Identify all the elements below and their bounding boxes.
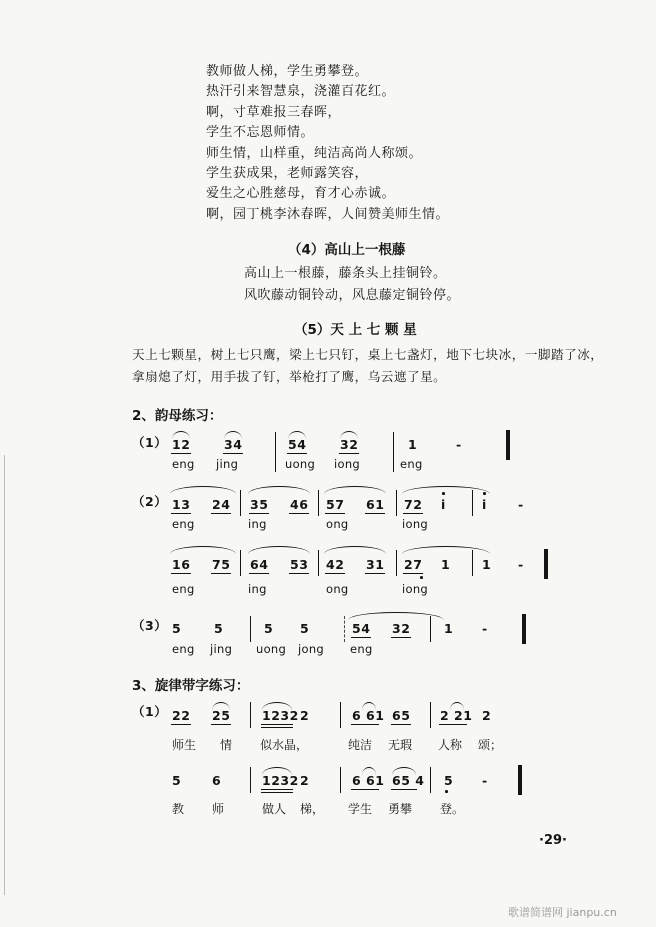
syllable: iong bbox=[402, 517, 429, 531]
slur bbox=[402, 546, 490, 554]
note: 2 bbox=[300, 708, 310, 723]
underline bbox=[223, 453, 243, 454]
row-label: （1） bbox=[132, 704, 168, 719]
note: 1 bbox=[444, 621, 454, 636]
underline bbox=[351, 789, 379, 790]
row-label: （3） bbox=[132, 618, 168, 633]
barline bbox=[240, 490, 241, 516]
note-group: 32 bbox=[340, 437, 359, 452]
section5-title: （5）天 上 七 颗 星 bbox=[294, 322, 417, 338]
slur bbox=[450, 702, 464, 710]
syllable: eng bbox=[172, 457, 195, 471]
note-group: 31 bbox=[366, 557, 385, 572]
syllable: jing bbox=[210, 642, 233, 656]
poem-line: 啊，园丁桃李沐春晖，人间赞美师生情。 bbox=[206, 206, 450, 222]
barline bbox=[318, 490, 319, 516]
note-group: 34 bbox=[224, 437, 243, 452]
note-group: 6 61 bbox=[352, 708, 385, 723]
note: 1 bbox=[441, 557, 451, 572]
underline bbox=[325, 513, 345, 514]
note-group: 61 bbox=[366, 497, 385, 512]
note-group: 65 4 bbox=[392, 773, 425, 788]
tongue-twister-line: 拿扇熄了灯，用手拔了钉，举枪打了鹰，乌云遮了星。 bbox=[132, 369, 447, 384]
syllable: eng bbox=[172, 582, 195, 596]
syllable: eng bbox=[172, 517, 195, 531]
underline bbox=[391, 724, 411, 725]
barline bbox=[240, 550, 241, 576]
underline bbox=[211, 573, 231, 574]
slur bbox=[324, 546, 386, 554]
note-group: 6 61 bbox=[352, 773, 385, 788]
lyric: 勇攀 bbox=[388, 802, 413, 816]
syllable: uong bbox=[285, 457, 316, 471]
underline bbox=[171, 453, 191, 454]
dash: - bbox=[456, 437, 462, 452]
tongue-twister-line: 风吹藤动铜铃动，风息藤定铜铃停。 bbox=[244, 288, 461, 303]
syllable: iong bbox=[334, 457, 361, 471]
barline bbox=[430, 702, 431, 728]
lyric: 做人 bbox=[262, 802, 287, 816]
underline bbox=[365, 513, 385, 514]
note: 5 bbox=[172, 621, 182, 636]
note-group: 65 bbox=[392, 708, 411, 723]
underline bbox=[287, 453, 307, 454]
note: i bbox=[482, 497, 487, 512]
barline bbox=[250, 616, 251, 642]
note: 6 bbox=[212, 773, 222, 788]
final-barline bbox=[522, 614, 526, 644]
note: 2 bbox=[300, 773, 310, 788]
poem-line: 学生获成果，老师露笑容， bbox=[206, 165, 369, 181]
poem-line: 教师做人梯，学生勇攀登。 bbox=[206, 64, 369, 79]
note-group: 25 bbox=[212, 708, 231, 723]
slur bbox=[170, 546, 236, 554]
lyric: 教 bbox=[172, 802, 185, 816]
note: 5 bbox=[214, 621, 224, 636]
lyric: 无瑕 bbox=[388, 738, 413, 752]
final-barline bbox=[544, 549, 548, 579]
note: 2 bbox=[482, 708, 492, 723]
underline bbox=[339, 453, 359, 454]
barline bbox=[340, 767, 341, 793]
note-group: 1232 bbox=[262, 708, 299, 723]
underline bbox=[289, 573, 309, 574]
barline bbox=[250, 702, 251, 728]
barline bbox=[250, 767, 251, 793]
underline bbox=[211, 724, 231, 725]
slur bbox=[224, 431, 242, 439]
note: 5 bbox=[300, 621, 310, 636]
barline bbox=[393, 432, 394, 472]
slur bbox=[288, 431, 306, 439]
barline bbox=[396, 550, 397, 576]
syllable: ong bbox=[326, 582, 349, 596]
tongue-twister-line: 高山上一根藤，藤条头上挂铜铃。 bbox=[244, 266, 447, 281]
underline bbox=[391, 637, 411, 638]
syllable: jong bbox=[298, 642, 325, 656]
poem-line: 爱生之心胜慈母，育才心赤诚。 bbox=[206, 186, 396, 202]
underline bbox=[171, 724, 191, 725]
row-label: （2） bbox=[132, 494, 168, 509]
dash: - bbox=[482, 621, 488, 636]
exercise2-heading: 2、韵母练习： bbox=[132, 408, 223, 424]
underline bbox=[261, 727, 293, 728]
barline bbox=[318, 550, 319, 576]
poem-line: 啊，寸草难报三春晖， bbox=[206, 104, 342, 120]
lyric: 学生 bbox=[348, 802, 373, 816]
poem-block bbox=[206, 62, 449, 225]
note-group: 2 21 bbox=[440, 708, 473, 723]
lyric: 师 bbox=[212, 802, 225, 816]
syllable: ong bbox=[326, 517, 349, 531]
underline bbox=[351, 637, 371, 638]
low-octave-dot bbox=[420, 576, 423, 579]
underline bbox=[403, 513, 423, 514]
slur bbox=[262, 767, 292, 775]
poem-line: 热汗引来智慧泉，浇灌百花红。 bbox=[206, 84, 396, 100]
barline bbox=[340, 702, 341, 728]
syllable: ing bbox=[248, 517, 267, 531]
slur bbox=[392, 767, 416, 775]
barline bbox=[472, 490, 473, 516]
syllable: jing bbox=[216, 457, 239, 471]
slur bbox=[362, 767, 376, 775]
barline bbox=[430, 616, 431, 642]
underline bbox=[249, 573, 269, 574]
lyric: 师生 bbox=[172, 738, 197, 752]
note-group: 42 bbox=[326, 557, 345, 572]
poem-line: 师生情，山样重，纯洁高尚人称颂。 bbox=[206, 145, 423, 161]
lyric: 登。 bbox=[440, 802, 465, 816]
final-barline bbox=[506, 430, 510, 460]
barline bbox=[275, 432, 276, 472]
slur bbox=[340, 431, 358, 439]
note: i bbox=[441, 497, 446, 512]
dash: - bbox=[518, 557, 524, 572]
note-group: 13 bbox=[172, 497, 191, 512]
lyric: 情 bbox=[220, 738, 233, 752]
note-group: 22 bbox=[172, 708, 191, 723]
note-group: 46 bbox=[290, 497, 309, 512]
lyric: 纯洁 bbox=[348, 738, 373, 752]
note-group: 72 bbox=[404, 497, 423, 512]
slur bbox=[262, 702, 292, 710]
note-group: 32 bbox=[392, 621, 411, 636]
note-group: 64 bbox=[250, 557, 269, 572]
section4-title: （4）高山上一根藤 bbox=[288, 242, 406, 258]
lyric: 人称 bbox=[438, 738, 463, 752]
note-group: 24 bbox=[212, 497, 231, 512]
underline bbox=[211, 513, 231, 514]
underline bbox=[365, 573, 385, 574]
underline bbox=[261, 792, 293, 793]
underline bbox=[261, 789, 293, 790]
underline bbox=[171, 573, 191, 574]
lyric: 颂； bbox=[478, 738, 503, 752]
underline bbox=[325, 573, 345, 574]
final-barline bbox=[518, 765, 522, 795]
underline bbox=[351, 724, 379, 725]
underline bbox=[391, 789, 417, 790]
tongue-twister-line: 天上七颗星，树上七只鹰，梁上七只钉，桌上七盏灯，地下七块冰，一脚踏了冰， bbox=[132, 347, 604, 362]
poem-line: 学生不忘恩师情。 bbox=[206, 125, 315, 141]
syllable: eng bbox=[350, 642, 373, 656]
note-group: 12 bbox=[172, 437, 191, 452]
slur bbox=[170, 486, 236, 494]
note-group: 54 bbox=[352, 621, 371, 636]
syllable: eng bbox=[400, 457, 423, 471]
lyric: 梯， bbox=[300, 802, 325, 816]
slur bbox=[362, 702, 376, 710]
note: 1 bbox=[408, 437, 418, 452]
note-group: 57 bbox=[326, 497, 345, 512]
exercise3-heading: 3、旋律带字练习： bbox=[132, 678, 250, 694]
slur bbox=[172, 431, 190, 439]
syllable: eng bbox=[172, 642, 195, 656]
underline bbox=[439, 724, 467, 725]
underline bbox=[403, 573, 423, 574]
note-group: 1232 bbox=[262, 773, 299, 788]
note-group: 16 bbox=[172, 557, 191, 572]
syllable: ing bbox=[248, 582, 267, 596]
slur bbox=[324, 486, 386, 494]
slur bbox=[248, 546, 310, 554]
slur bbox=[248, 486, 310, 494]
note-group: 35 bbox=[250, 497, 269, 512]
scan-edge bbox=[4, 455, 5, 895]
slur bbox=[212, 702, 230, 710]
note-group: 75 bbox=[212, 557, 231, 572]
note: 5 bbox=[264, 621, 274, 636]
syllable: uong bbox=[256, 642, 287, 656]
syllable: iong bbox=[402, 582, 429, 596]
note-group: 54 bbox=[288, 437, 307, 452]
underline bbox=[249, 513, 269, 514]
row-label: （1） bbox=[132, 435, 168, 450]
page-number: ·29· bbox=[539, 833, 567, 848]
note-group: 53 bbox=[290, 557, 309, 572]
dashed-barline bbox=[344, 616, 346, 642]
underline bbox=[261, 724, 293, 725]
watermark: 歌谱简谱网 jianpu.cn bbox=[508, 906, 617, 919]
underline bbox=[289, 513, 309, 514]
dash: - bbox=[482, 773, 488, 788]
lyric: 似水晶， bbox=[260, 738, 309, 752]
note: 5 bbox=[172, 773, 182, 788]
barline bbox=[430, 767, 431, 793]
barline bbox=[396, 490, 397, 516]
dash: - bbox=[518, 497, 524, 512]
low-octave-dot bbox=[445, 790, 448, 793]
note-group: 27 bbox=[404, 557, 423, 572]
underline bbox=[171, 513, 191, 514]
barline bbox=[472, 550, 473, 576]
slur bbox=[402, 486, 490, 494]
note: 1 bbox=[482, 557, 492, 572]
note: 5 bbox=[444, 773, 454, 788]
